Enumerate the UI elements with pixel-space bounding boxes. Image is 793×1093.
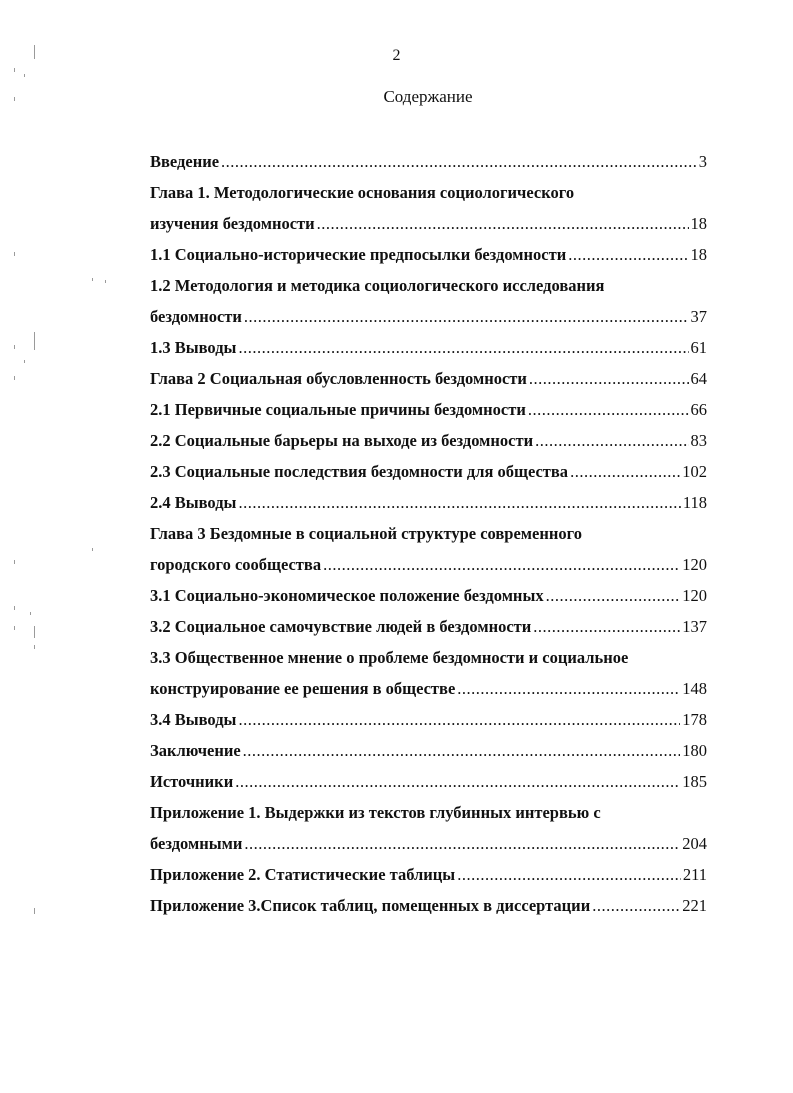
toc-page-number: 178 [682, 710, 707, 729]
toc-dot-leader [221, 146, 697, 177]
page-title: Содержание [383, 87, 473, 106]
toc-dot-leader [570, 456, 680, 487]
toc-entry [150, 146, 707, 177]
toc-line [150, 735, 707, 766]
page-number: 2 [392, 47, 401, 64]
toc-line [150, 580, 707, 611]
toc-dot-leader [592, 890, 680, 921]
toc-dot-leader [535, 425, 688, 456]
toc-line [150, 363, 707, 394]
toc-entry-text: 3.2 Социальное самочувствие людей в бездомности [150, 617, 532, 636]
scan-mark [92, 548, 93, 551]
toc-entry-text: 1.3 Выводы [150, 338, 237, 357]
toc-dot-leader [238, 332, 688, 363]
toc-page-number: 18 [690, 214, 707, 233]
toc-line [150, 797, 707, 828]
scan-mark [14, 97, 15, 101]
toc-dot-leader [529, 363, 689, 394]
toc-line [150, 487, 707, 518]
toc-line [150, 890, 707, 921]
toc-page-number: 204 [682, 834, 707, 853]
toc-entry [150, 890, 707, 921]
toc-dot-leader [323, 549, 680, 580]
toc-page-number: 37 [690, 307, 707, 326]
toc-dot-leader [528, 394, 689, 425]
toc-entry [150, 177, 707, 239]
toc-entry-text: 2.2 Социальные барьеры на выходе из бездомности [150, 431, 534, 450]
toc-entry-text: 3.4 Выводы [150, 710, 237, 729]
scan-mark [14, 345, 15, 349]
scan-mark [34, 626, 35, 638]
toc-dot-leader [457, 673, 680, 704]
toc-entry-text: 1.2 Методология и методика социологического исследования [150, 276, 605, 295]
toc-line [150, 239, 707, 270]
toc-line [150, 859, 707, 890]
toc-page-number: 3 [698, 152, 707, 171]
toc-line [150, 394, 707, 425]
toc-entry-text: конструирование ее решения в обществе [150, 679, 456, 698]
toc-page-number: 211 [682, 865, 707, 884]
toc-page-number: 148 [682, 679, 707, 698]
scan-mark [92, 278, 93, 281]
toc-entry [150, 332, 707, 363]
toc-line [150, 673, 707, 704]
scan-mark [34, 908, 35, 914]
toc-line [150, 611, 707, 642]
toc-entry [150, 704, 707, 735]
toc-dot-leader [317, 208, 689, 239]
toc-line [150, 146, 707, 177]
toc-dot-leader [235, 766, 680, 797]
toc-entry [150, 580, 707, 611]
toc-page-number: 61 [690, 338, 707, 357]
toc-entry [150, 642, 707, 704]
toc-entry-text: 3.1 Социально-экономическое положение бездомных [150, 586, 544, 605]
toc-line [150, 456, 707, 487]
toc-entry [150, 766, 707, 797]
toc-line [150, 642, 707, 673]
toc-line [150, 301, 707, 332]
toc-page-number: 185 [682, 772, 707, 791]
toc-line [150, 704, 707, 735]
toc-entry [150, 611, 707, 642]
scan-mark [14, 252, 15, 256]
toc-line [150, 332, 707, 363]
toc-dot-leader [546, 580, 681, 611]
toc-entry [150, 797, 707, 859]
toc-entry [150, 363, 707, 394]
toc-entry [150, 456, 707, 487]
toc-entry [150, 394, 707, 425]
toc-line [150, 177, 707, 208]
toc-entry-text: Введение [150, 152, 220, 171]
toc-entry-text: 2.1 Первичные социальные причины бездомности [150, 400, 526, 419]
toc-dot-leader [568, 239, 688, 270]
toc-entry [150, 425, 707, 456]
toc-page-number: 120 [682, 586, 707, 605]
toc-entry-text: 1.1 Социально-исторические предпосылки бездомности [150, 245, 567, 264]
toc-entry [150, 270, 707, 332]
toc-entry-text: бездомными [150, 834, 243, 853]
toc-dot-leader [238, 704, 680, 735]
toc-line [150, 425, 707, 456]
toc-page-number: 64 [690, 369, 707, 388]
scan-mark [24, 74, 25, 77]
scan-mark [34, 332, 35, 350]
toc-entry-text: Источники [150, 772, 234, 791]
toc-entry-text: Заключение [150, 741, 241, 760]
toc-line [150, 518, 707, 549]
toc-dot-leader [533, 611, 680, 642]
toc-entry [150, 859, 707, 890]
scan-mark [30, 612, 31, 615]
toc-line [150, 766, 707, 797]
toc-entry-text: Глава 3 Бездомные в социальной структуре современного [150, 524, 582, 543]
toc-line [150, 270, 707, 301]
toc-dot-leader [243, 735, 681, 766]
toc-entry [150, 735, 707, 766]
toc-dot-leader [238, 487, 680, 518]
scan-mark [24, 360, 25, 363]
toc-page-number: 18 [690, 245, 707, 264]
toc-entry-text: изучения бездомности [150, 214, 315, 233]
toc-entry-text: 2.3 Социальные последствия бездомности для общества [150, 462, 569, 481]
scan-mark [14, 626, 15, 630]
scan-mark [14, 560, 15, 564]
toc-page-number: 221 [682, 896, 707, 915]
toc-entry-text: Глава 2 Социальная обусловленность бездомности [150, 369, 527, 388]
toc-line [150, 549, 707, 580]
toc-line [150, 208, 707, 239]
toc-entry-text: Глава 1. Методологические основания социологического [150, 183, 575, 202]
toc-entry-text: Приложение 1. Выдержки из текстов глубинных интервью с [150, 803, 601, 822]
scan-mark [105, 280, 106, 283]
toc-entry-text: городского сообщества [150, 555, 322, 574]
toc-page-number: 118 [682, 493, 707, 512]
table-of-contents [150, 146, 707, 921]
scan-mark [34, 645, 35, 649]
toc-entry-text: 2.4 Выводы [150, 493, 237, 512]
toc-page-number: 66 [690, 400, 707, 419]
toc-entry [150, 487, 707, 518]
toc-dot-leader [244, 301, 689, 332]
scan-mark [14, 68, 15, 72]
toc-page-number: 102 [682, 462, 707, 481]
scan-mark [14, 606, 15, 610]
toc-dot-leader [244, 828, 680, 859]
toc-entry-text: бездомности [150, 307, 242, 326]
toc-dot-leader [457, 859, 681, 890]
scan-mark [14, 376, 15, 380]
toc-entry [150, 518, 707, 580]
toc-line [150, 828, 707, 859]
toc-entry-text: 3.3 Общественное мнение о проблеме бездомности и социальное [150, 648, 629, 667]
toc-page-number: 180 [682, 741, 707, 760]
toc-entry-text: Приложение 3.Список таблиц, помещенных в диссертации [150, 896, 591, 915]
toc-page-number: 137 [682, 617, 707, 636]
scan-mark [34, 45, 35, 59]
toc-page-number: 83 [690, 431, 707, 450]
toc-entry-text: Приложение 2. Статистические таблицы [150, 865, 456, 884]
toc-entry [150, 239, 707, 270]
toc-page-number: 120 [682, 555, 707, 574]
